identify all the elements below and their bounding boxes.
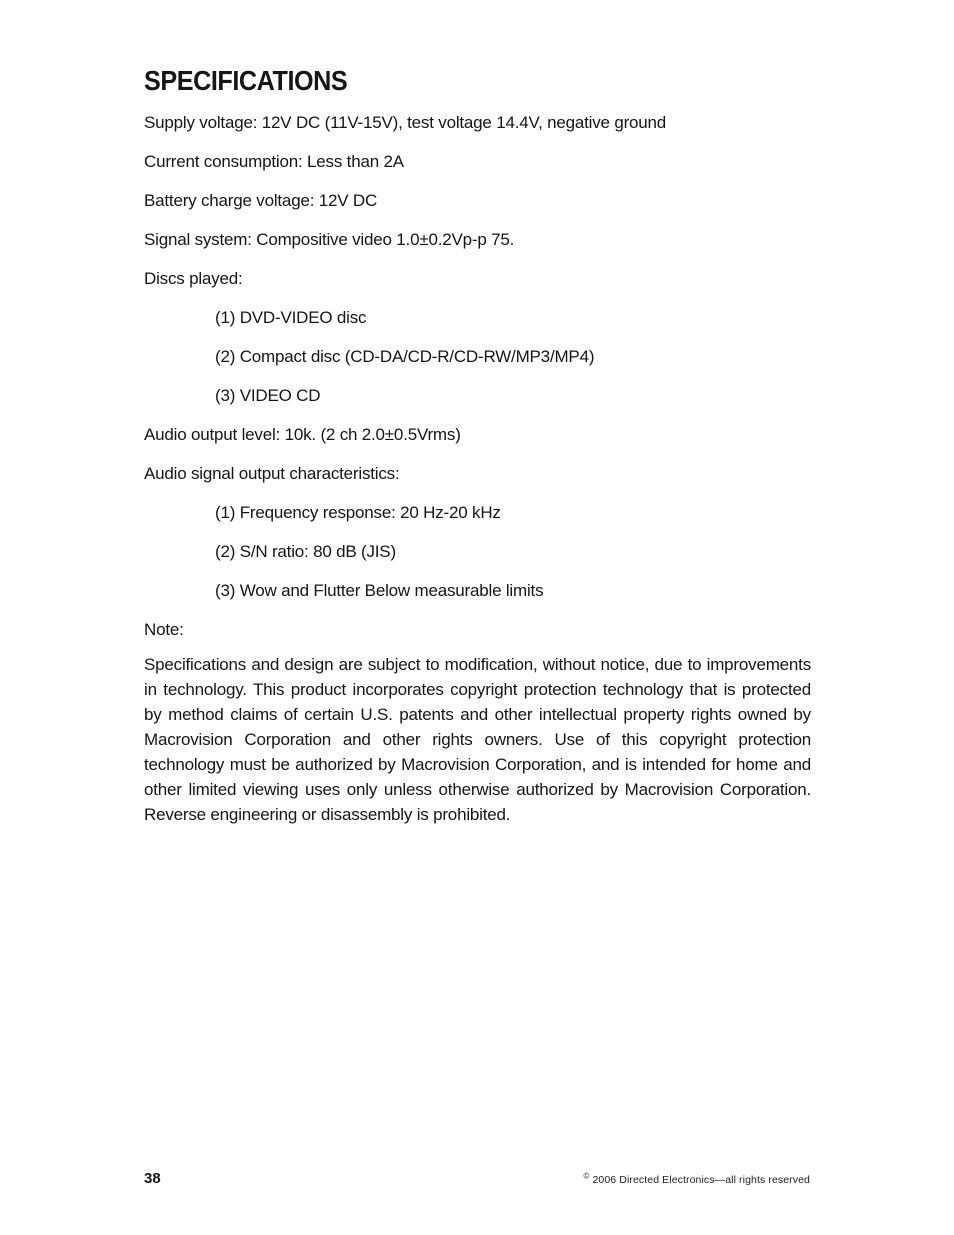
spec-line: Discs played: — [144, 269, 243, 288]
page-content — [144, 66, 811, 827]
copyright-text: 2006 Directed Electronics—all rights reserved — [589, 1174, 810, 1186]
spec-line: Audio output level: 10k. (2 ch 2.0±0.5Vrms) — [144, 425, 461, 444]
spec-line: (3) VIDEO CD — [215, 386, 321, 405]
spec-line: (2) Compact disc (CD-DA/CD-R/CD-RW/MP3/MP4) — [215, 347, 595, 366]
copyright-symbol: © — [583, 1171, 590, 1181]
spec-line: Battery charge voltage: 12V DC — [144, 191, 378, 210]
spec-line: Audio signal output characteristics: — [144, 464, 400, 483]
spec-line: Supply voltage: 12V DC (11V-15V), test voltage 14.4V, negative ground — [144, 113, 667, 132]
spec-line: (1) DVD-VIDEO disc — [215, 308, 367, 327]
spec-line: (2) S/N ratio: 80 dB (JIS) — [215, 542, 396, 561]
spec-line: (3) Wow and Flutter Below measurable limits — [215, 581, 544, 600]
page-footer — [144, 1170, 810, 1187]
spec-line: (1) Frequency response: 20 Hz-20 kHz — [215, 503, 501, 522]
spec-line: Current consumption: Less than 2A — [144, 152, 404, 171]
note-paragraph: Specifications and design are subject to modification, without notice, due to improvements in technology. This product incorporates copyright protection technology that is protected by method claims of certain U.S. patents and other intellectual property rights owned by Macrovision Corporation and other rights owners. Use of this copyright protection technology must be authorized by Macrovision Corporation, and is intended for home and other limited viewing uses only unless otherwise authorized by Macrovision Corporation. Reverse engineering or disassembly is prohibited. — [144, 655, 811, 824]
page-number: 38 — [144, 1170, 161, 1187]
spec-line: Signal system: Compositive video 1.0±0.2Vp-p 75. — [144, 230, 515, 249]
copyright-notice — [583, 1171, 810, 1186]
spec-list — [144, 103, 811, 649]
spec-line: Note: — [144, 620, 184, 639]
page-title: SPECIFICATIONS — [144, 65, 348, 96]
